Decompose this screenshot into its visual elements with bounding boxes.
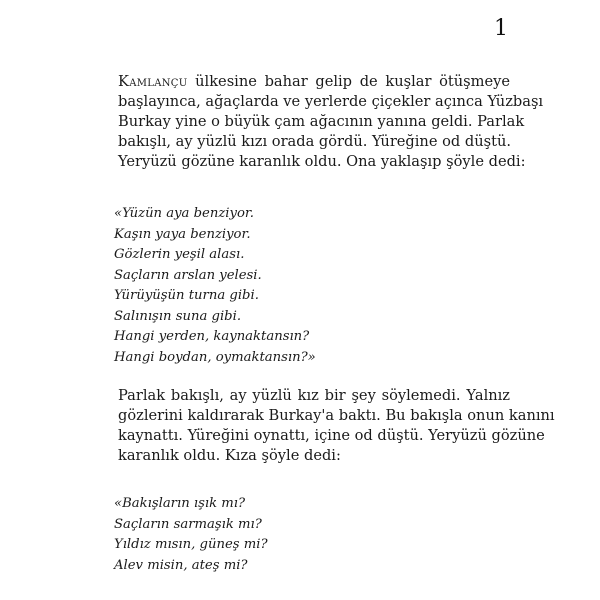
verse-1-line: Gözlerin yeşil alası. — [114, 247, 245, 262]
verse-1-line: Salınışın suna gibi. — [114, 308, 242, 324]
verse-1-line: Hangi boydan, oymaktansın?» — [114, 349, 316, 365]
verse-1 — [114, 204, 316, 368]
paragraph-2-line-3: kaynattı. Yüreğini oynattı, içine od düştü. Yeryüzü gözüne — [118, 427, 545, 444]
verse-2-line: Alev misin, ateş mi? — [114, 557, 248, 573]
paragraph-1-line-1: Kamlançu ülkesine bahar gelip de kuşlar ötüşmeye — [118, 73, 510, 90]
verse-2 — [114, 494, 268, 576]
paragraph-1 — [118, 72, 544, 172]
page-number: 1 — [494, 16, 508, 41]
paragraph-1-line-2: başlayınca, ağaçlarda ve yerlerde çiçekler açınca Yüzbaşı — [118, 93, 544, 110]
verse-1-line: «Yüzün aya benziyor. — [114, 206, 254, 221]
paragraph-1-line-3: Burkay yine o büyük çam ağacının yanına geldi. Parlak — [118, 113, 525, 130]
verse-1-line: Kaşın yaya benziyor. — [114, 226, 251, 242]
verse-1-line: Yürüyüşün turna gibi. — [114, 288, 259, 303]
verse-2-line: Yıldız mısın, güneş mi? — [114, 537, 268, 552]
verse-2-line: Saçların sarmaşık mı? — [114, 516, 262, 532]
verse-1-line: Hangi yerden, kaynaktansın? — [114, 329, 310, 344]
paragraph-2-line-4: karanlık oldu. Kıza şöyle dedi: — [118, 447, 341, 464]
verse-2-line: «Bakışların ışık mı? — [114, 496, 246, 511]
paragraph-1-line-4: bakışlı, ay yüzlü kızı orada gördü. Yüreğine od düştü. — [118, 133, 512, 150]
paragraph-2-line-2: gözlerini kaldırarak Burkay'a baktı. Bu bakışla onun kanını — [118, 407, 555, 424]
paragraph-2-line-1: Parlak bakışlı, ay yüzlü kız bir şey söylemedi. Yalnız — [118, 387, 510, 404]
paragraph-2 — [118, 386, 555, 466]
verse-1-line: Saçların arslan yelesi. — [114, 267, 262, 283]
paragraph-1-line-5: Yeryüzü gözüne karanlık oldu. Ona yaklaşıp şöyle dedi: — [118, 153, 526, 170]
chapter-lead-word: Kamlançu — [118, 73, 188, 90]
